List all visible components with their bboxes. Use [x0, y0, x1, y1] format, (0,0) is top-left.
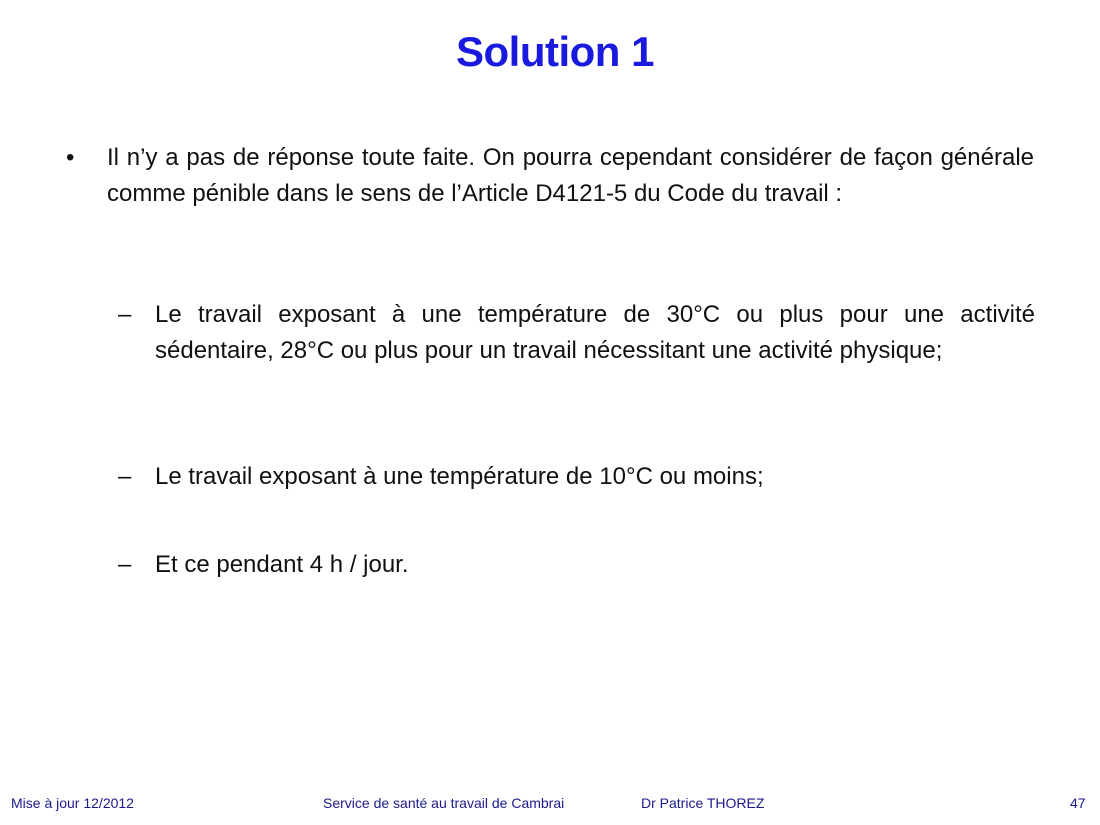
bullet-marker: •: [66, 144, 75, 171]
dash-marker: –: [118, 301, 132, 328]
footer-author: Dr Patrice THOREZ: [641, 795, 765, 811]
sub-item-text: Le travail exposant à une température de 30°C ou plus pour une activité sédentaire, 28°C ou plus pour un travail nécessitant une activité physique;: [155, 301, 1035, 364]
footer-service-name: Service de santé au travail de Cambrai: [323, 795, 565, 811]
footer-page-number: 47: [1070, 795, 1086, 811]
slide-title: Solution 1: [456, 28, 654, 75]
dash-marker: –: [118, 463, 132, 490]
main-bullet-text: Il n’y a pas de réponse toute faite. On pourra cependant considérer de façon générale comme pénible dans le sens de l’Article D4121-5 du Code du travail :: [107, 144, 1034, 207]
sub-item-text: Le travail exposant à une température de 10°C ou moins;: [155, 463, 764, 490]
footer-update-date: Mise à jour 12/2012: [11, 795, 134, 811]
dash-marker: –: [118, 551, 132, 578]
sub-item-text: Et ce pendant 4 h / jour.: [155, 551, 409, 578]
